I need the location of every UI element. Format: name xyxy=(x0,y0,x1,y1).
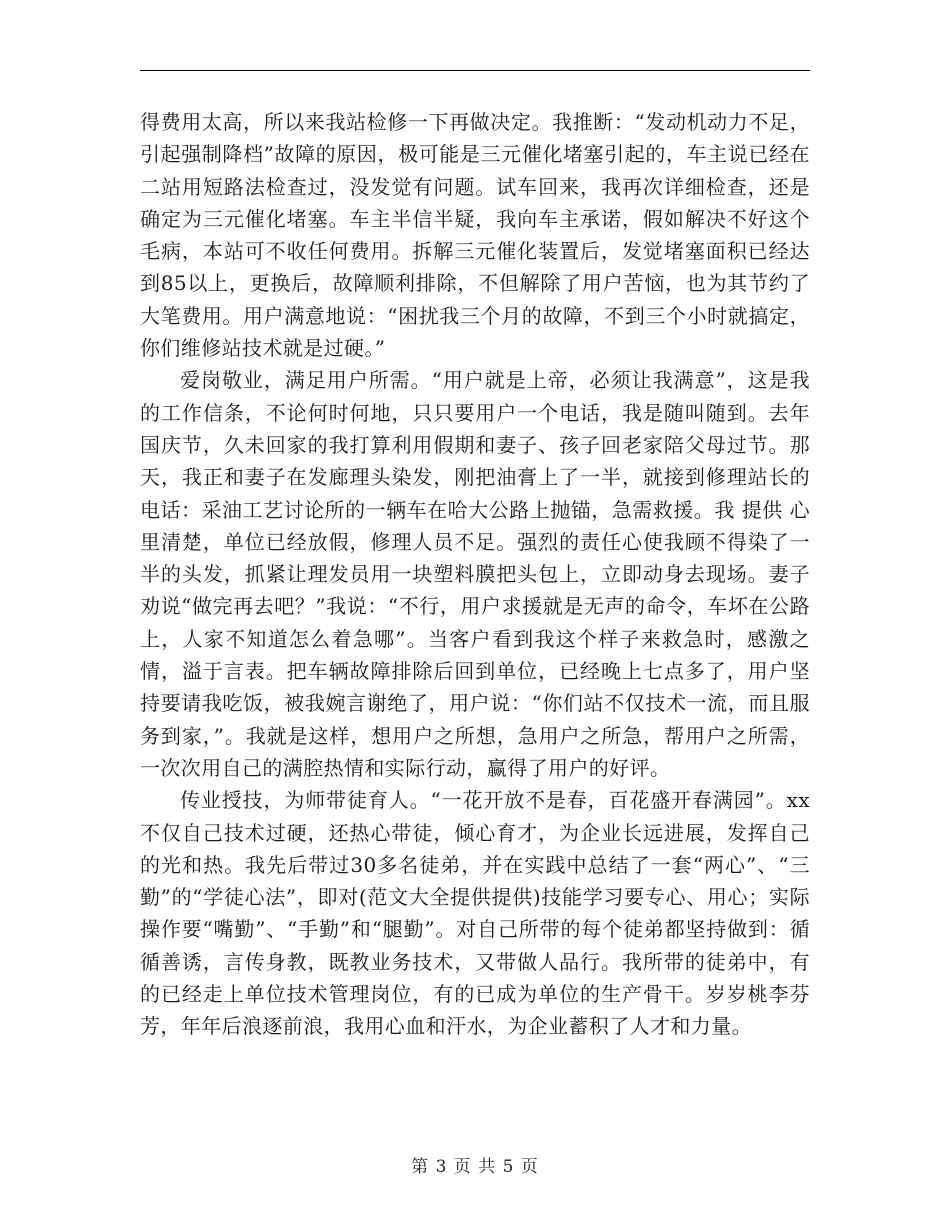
header-rule xyxy=(140,70,810,71)
page-number-footer: 第 3 页 共 5 页 xyxy=(411,1157,539,1177)
paragraph-3: 传业授技，为师带徒育人。“一花开放不是春，百花盛开春满园”。xx不仅自己技术过硬，还热心带徒，倾心育才，为企业长远进展，发挥自己的光和热。我先后带过30多名徒弟，并在实践中总结了一套“两心”、“三勤”的“学徒心法”，即对(范文大全提供提供)技能学习要专心、用心；实际操作要“嘴勤”、“手勤”和“腿勤”。对自己所带的每个徒弟都坚持做到：循循善诱，言传身教，既教业务技术，又带做人品行。我所带的徒弟中，有的已经走上单位技术管理岗位，有的已成为单位的生产骨干。岁岁桃李芬芳，年年后浪逐前浪，我用心血和汗水，为企业蓄积了人才和力量。 xyxy=(140,788,810,1039)
document-body xyxy=(140,106,810,1043)
paragraph-1: 得费用太高，所以来我站检修一下再做决定。我推断：“发动机动力不足，引起强制降档”故障的原因，极可能是三元催化堵塞引起的，车主说已经在二站用短路法检查过，没发觉有问题。试车回来，我再次详细检查，还是确定为三元催化堵塞。车主半信半疑，我向车主承诺，假如解决不好这个毛病，本站可不收任何费用。拆解三元催化装置后，发觉堵塞面积已经达到85以上，更换后，故障顺利排除，不但解除了用户苦恼，也为其节约了大笔费用。用户满意地说：“困扰我三个月的故障，不到三个小时就搞定，你们维修站技术就是过硬。” xyxy=(140,110,810,361)
paragraph-2: 爱岗敬业，满足用户所需。“用户就是上帝，必须让我满意”，这是我的工作信条，不论何时何地，只只要用户一个电话，我是随叫随到。去年国庆节，久未回家的我打算利用假期和妻子、孩子回老家陪父母过节。那天，我正和妻子在发廊理头染发，刚把油膏上了一半，就接到修理站长的电话：采油工艺讨论所的一辆车在哈大公路上抛锚，急需救援。我 提供 心里清楚，单位已经放假，修理人员不足。强烈的责任心使我顾不得染了一半的头发，抓紧让理发员用一块塑料膜把头包上，立即动身去现场。妻子劝说“做完再去吧？”我说：“不行，用户求援就是无声的命令，车坏在公路上，人家不知道怎么着急哪”。当客户看到我这个样子来救急时，感激之情，溢于言表。把车辆故障排除后回到单位，已经晚上七点多了，用户坚持要请我吃饭，被我婉言谢绝了，用户说：“你们站不仅技术一流，而且服务到家，”。我就是这样，想用户之所想，急用户之所急，帮用户之所需，一次次用自己的满腔热情和实际行动，赢得了用户的好评。 xyxy=(140,368,810,780)
